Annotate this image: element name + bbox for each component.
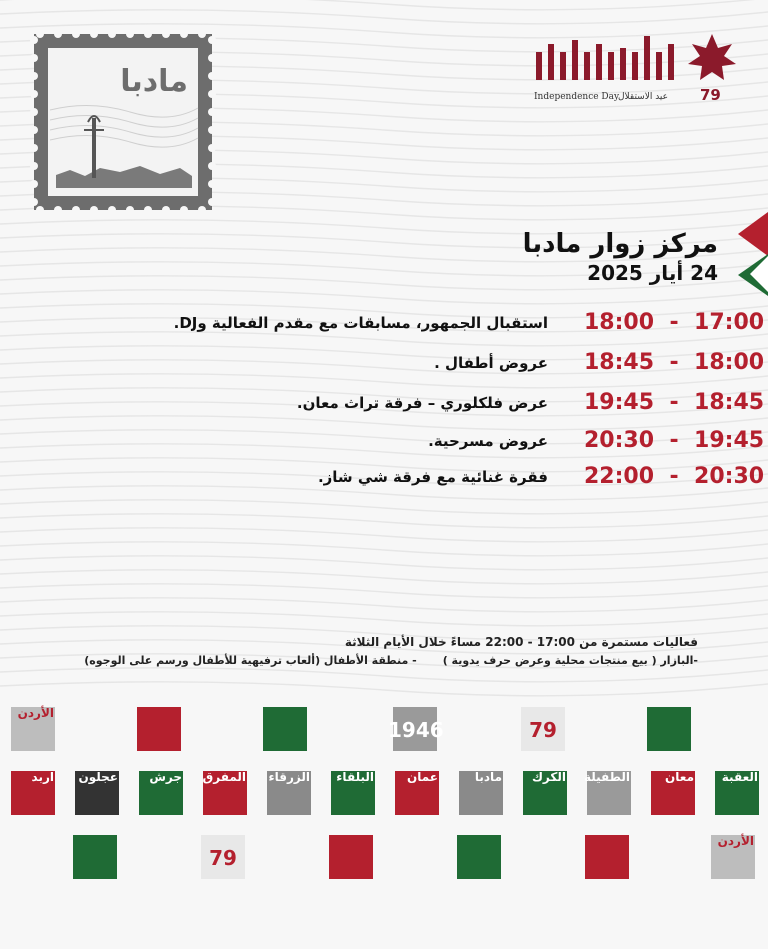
governorate-stamp	[578, 762, 640, 824]
stamp-label: البلقاء	[336, 770, 374, 784]
bazaar-note: -البازار ( بيع منتجات محلية وعرض حرف يدوية )	[442, 654, 698, 667]
governorate-stamp	[2, 762, 64, 824]
activity-description: استقبال الجمهور، مسابقات مع مقدم الفعالية وDJ.	[173, 314, 548, 332]
event-date: 24 أيار 2025	[587, 261, 718, 285]
stamp-label: الطفيلة	[583, 770, 630, 784]
venue-header	[523, 228, 718, 286]
stamp-city-label: مادبا	[120, 64, 188, 99]
activity-description: عروض مسرحية.	[428, 432, 548, 450]
governorate-stamp	[322, 762, 384, 824]
stamp-label: 79	[209, 846, 237, 870]
governorate-stamp	[448, 826, 510, 888]
stamp-label: عمان	[407, 770, 438, 784]
governorate-stamp	[512, 698, 574, 760]
governorate-stamp	[128, 698, 190, 760]
time-range: 18:45 - 18:00	[584, 350, 765, 375]
governorate-stamp	[254, 698, 316, 760]
flag-triangle-icon	[736, 212, 768, 296]
time-range: 19:45 - 18:45	[584, 390, 765, 415]
governorate-stamps-band	[0, 696, 768, 949]
governorate-stamp	[386, 762, 448, 824]
schedule-row	[0, 310, 768, 346]
kids-zone-note: - منطقة الأطفال (ألعاب ترفيهية للأطفال ورسم على الوجوه)	[84, 654, 417, 667]
governorate-stamp	[642, 762, 704, 824]
activity-description: فقرة غنائية مع فرقة شي شاز.	[317, 468, 548, 486]
schedule-row	[0, 350, 768, 386]
governorate-stamp	[320, 826, 382, 888]
stamp-label: العقبة	[721, 770, 758, 784]
schedule-row	[0, 390, 768, 426]
governorate-stamp	[702, 826, 764, 888]
event-notes	[58, 632, 698, 670]
governorate-stamp	[194, 762, 256, 824]
governorate-stamp	[450, 762, 512, 824]
activities-list	[58, 652, 698, 670]
time-range: 20:30 - 19:45	[584, 428, 765, 453]
schedule-row	[0, 428, 768, 464]
governorate-stamp	[192, 826, 254, 888]
governorate-stamp	[576, 826, 638, 888]
madaba-stamp	[30, 30, 216, 214]
stamp-label: المفرق	[202, 770, 246, 784]
logo-caption-en: Independence Day	[534, 92, 620, 102]
continuous-activities-note: فعاليات مستمرة من 17:00 - 22:00 مساءً خلال الأيام الثلاثة	[344, 635, 698, 649]
governorate-stamp	[706, 762, 768, 824]
stamp-label: جرش	[149, 770, 182, 784]
governorate-stamp	[384, 698, 446, 760]
governorate-stamp	[130, 762, 192, 824]
logo-number: 79	[700, 86, 721, 104]
logo-caption-ar: عيد الاستقلال	[618, 92, 669, 102]
stamp-label: معان	[665, 770, 694, 784]
stamp-label: اربد	[31, 770, 54, 784]
activity-description: عرض فلكلوري – فرقة تراث معان.	[296, 394, 548, 412]
governorate-stamp	[66, 762, 128, 824]
stamp-label: مادبا	[474, 770, 502, 784]
governorate-stamp	[64, 826, 126, 888]
time-range: 22:00 - 20:30	[584, 464, 765, 489]
governorate-stamp	[514, 762, 576, 824]
governorate-stamp	[2, 698, 64, 760]
stamp-label: الزرقاء	[268, 770, 310, 784]
stamp-label: الأردن	[717, 834, 754, 848]
governorate-stamp	[638, 698, 700, 760]
stamp-label: الكرك	[531, 770, 566, 784]
time-range: 18:00 - 17:00	[584, 310, 765, 335]
stamp-label: عجلون	[78, 770, 118, 784]
venue-name: مركز زوار مادبا	[522, 229, 718, 259]
governorate-stamp	[258, 762, 320, 824]
schedule-row	[0, 464, 768, 500]
independence-day-logo	[530, 30, 740, 110]
stamp-label: 79	[529, 718, 557, 742]
logo-mark-icon	[530, 30, 740, 90]
activity-description: عروض أطفال .	[434, 354, 548, 372]
stamp-label: 1946	[388, 718, 444, 742]
stamp-label: الأردن	[17, 706, 54, 720]
